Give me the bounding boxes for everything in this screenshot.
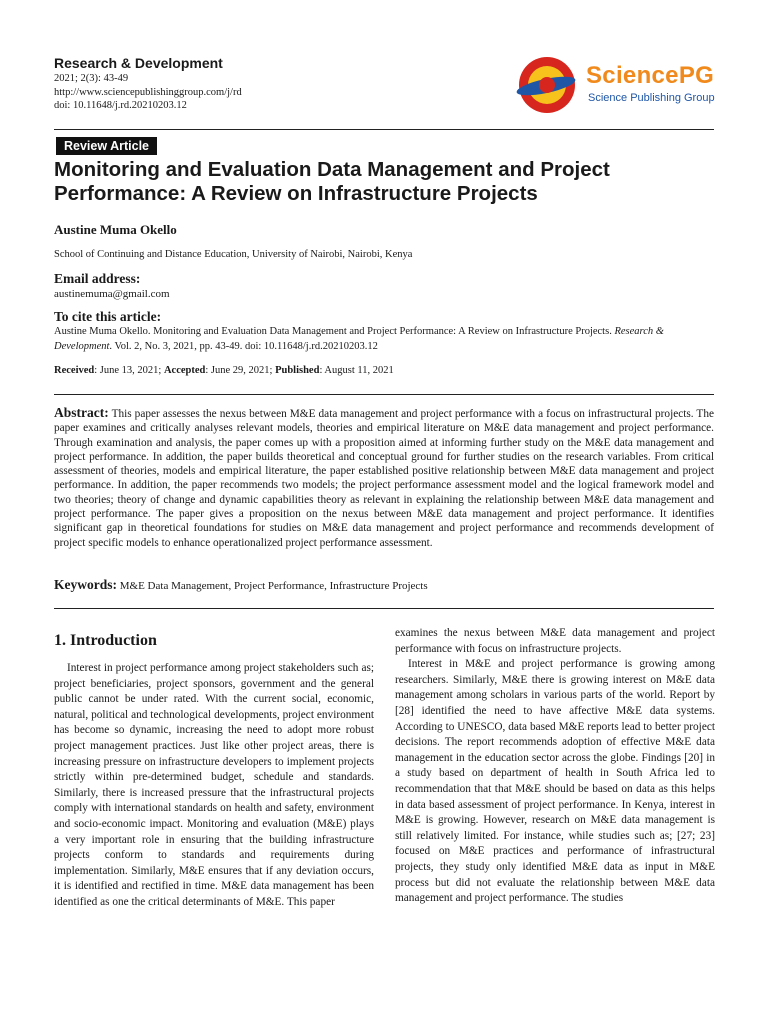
paragraph: examines the nexus between M&E data management and project performance with focus on infrastructure projects.: [395, 627, 715, 655]
cite-label: To cite this article:: [54, 309, 162, 324]
journal-volume: 2021; 2(3): 43-49: [54, 73, 129, 84]
received-date: : June 13, 2021;: [94, 365, 164, 376]
accepted-date: : June 29, 2021;: [205, 365, 276, 376]
paragraph: Interest in M&E and project performance is growing among researchers. Similarly, M&E there is growing interest on M&E data management among scholars in various parts of the world. Report by [28] identified the need to have affective M&E data systems. According to UNESCO, data based M&E reports lead to better project decisions. The report recommends adoption of effective M&E data management in the education sector across the globe. Findings [20] in a study based on department of health in South Africa led to recommendation that that M&E should be based on data as this helps in data based assessment of project performance. In Kenya, interest in M&E is growing. However, research on M&E data management is still relatively limited. For instance, while studies such as; [27; 23] focused on M&E practices and performance of infrastructural projects, they study only identified M&E data as input in M&E process but did not evaluate the relationship between M&E data management and project performance. The studies: [395, 658, 715, 905]
divider: [54, 394, 714, 395]
abstract-text: This paper assesses the nexus between M&E data management and project performance with a focus on infrastructural projects. The paper examines and critically analyses relevant models, theories and empirical literature on M&E data management and project performance. Through examination and analysis, the paper comes up with a proposition aimed at informing further study on the M&E data management and project performance. In addition, the paper builds theoretical and conceptual ground for further studies on the research variables. From critical assessment of theories, models and empirical literature, the paper established positive relationship between M&E data management and project performance. In addition, the paper recommends two models; the project performance assessment model and the logical framework model and two theories; theory of change and dynamic capabilities theory as relevant in explaining the relationship between M&E data management and project performance. The paper gives a proposition on the nexus between M&E data management and project performance. It identifies significant gap in theoretical foundations for studies on M&E data management and project performance and recommends development of project specific models to enhance operationalized project performance assessment.: [54, 408, 714, 549]
citation-journal: Research & Development: [54, 326, 664, 352]
keywords-text: M&E Data Management, Project Performance, Infrastructure Projects: [117, 580, 428, 592]
citation: [54, 325, 715, 354]
author-affiliation: School of Continuing and Distance Education, University of Nairobi, Nairobi, Kenya: [54, 249, 413, 260]
journal-name: Research & Development: [54, 55, 223, 71]
author-name: Austine Muma Okello: [54, 222, 177, 237]
abstract-label: Abstract:: [54, 405, 109, 420]
accepted-label: Accepted: [163, 365, 206, 376]
logo-wordmark: SciencePG: [586, 62, 715, 89]
journal-doi: doi: 10.11648/j.rd.20210203.12: [54, 100, 187, 111]
published-label: Published: [275, 365, 320, 376]
body-column-right: [395, 626, 715, 907]
article-type-badge: Review Article: [56, 137, 157, 155]
email-address[interactable]: austinemuma@gmail.com: [54, 288, 170, 300]
journal-url[interactable]: http://www.sciencepublishinggroup.com/j/rd: [54, 86, 242, 98]
publisher-logo: [516, 54, 736, 114]
published-date: : August 11, 2021: [319, 365, 394, 376]
publication-dates: [54, 365, 394, 376]
logo-subtitle: Science Publishing Group: [588, 92, 715, 104]
keywords: [54, 577, 714, 593]
journal-header: [54, 55, 354, 113]
citation-details: . Vol. 2, No. 3, 2021, pp. 43-49. doi: 10.11648/j.rd.20210203.12: [109, 340, 378, 352]
body-column-left: [54, 661, 374, 911]
section-heading: 1. Introduction: [54, 632, 157, 649]
divider: [54, 608, 714, 609]
article-title: Monitoring and Evaluation Data Management and Project Performance: A Review on Infrastructure Projects: [54, 158, 610, 205]
header-divider: [54, 129, 714, 130]
paragraph: Interest in project performance among project stakeholders such as; project beneficiaries, project sponsors, government and the general public cannot be under rated. With the current social, economic, natural, political and technological developments, project environment has become so dynamic, increasing the need to adopt more robust project management practices. Just like other project areas, there is increasing pressure on infrastructure developers to implement projects strictly within pre-determined budget, schedule and standards. Similarly, there is increased pressure that the infrastructural projects comply with international standards on health and safety, environment and socio-economic impact. Monitoring and evaluation (M&E) plays a very important role in ensuring that the building infrastructure projects conform to standards and requirements during implementation. Similarly, M&E ensures that if any deviation occurs, it is identified and rectified in time. M&E data management has been identified as one the critical determinants of M&E. This paper: [54, 662, 374, 908]
sciencepg-logo-icon: [516, 54, 578, 116]
abstract: [54, 406, 714, 550]
keywords-label: Keywords:: [54, 577, 117, 592]
citation-text: Austine Muma Okello. Monitoring and Evaluation Data Management and Project Performance: A Review on Infrastructure Projects.: [54, 326, 615, 337]
email-label: Email address:: [54, 271, 141, 286]
received-label: Received: [54, 365, 95, 376]
